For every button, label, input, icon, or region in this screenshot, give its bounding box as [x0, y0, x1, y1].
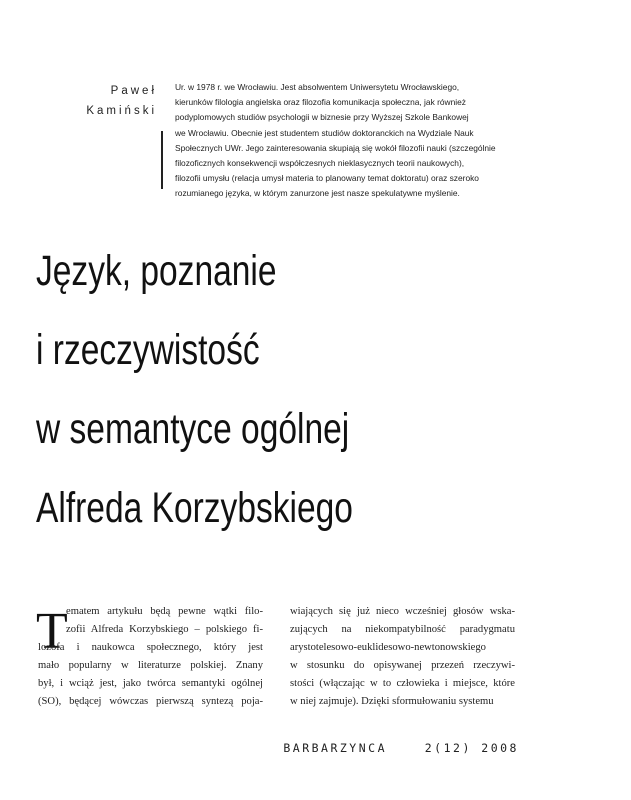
body-line: wiających się już nieco wcześniej głosów wska- — [290, 606, 515, 617]
author-name — [86, 81, 157, 121]
article-title — [36, 232, 473, 548]
issue-number: 2(12) 2008 — [424, 741, 519, 755]
body-line: stości (włączając w to człowieka i miejsce, które — [290, 678, 515, 690]
title-line: i rzeczywistość — [36, 326, 260, 374]
body-line: zofii Alfreda Korzybskiego – polskiego fi- — [66, 624, 263, 636]
title-line: Język, poznanie — [36, 247, 277, 295]
title-line: Alfreda Korzybskiego — [36, 484, 353, 532]
bio-line: we Wrocławiu. Obecnie jest studentem studiów doktoranckich na Wydziale Nauk — [175, 127, 474, 138]
bio-line: rozumianego języka, w którym zanurzone jest nasze spekulatywne myślenie. — [175, 188, 460, 199]
bio-line: filozofii umysłu (relacja umysł materia to planowany temat doktoratu) oraz szeroko — [175, 173, 479, 184]
bio-line: podyplomowych studiów psychologii w biznesie przy Wyższej Szkole Bankowej — [175, 112, 469, 123]
body-line: mało popularny w literaturze polskiej. Znany — [38, 660, 263, 672]
body-line: w niej zajmuje). Dzięki sformułowaniu systemu — [290, 696, 494, 708]
bio-line: filozoficznych konsekwencji współczesnych nieklasycznych teorii naukowych), — [175, 158, 465, 169]
body-column-left — [38, 603, 263, 712]
body-line: był, i wciąż jest, jako twórca semantyki ogólnej — [38, 678, 263, 690]
title-line: w semantyce ogólnej — [36, 405, 350, 453]
body-line: ematem artykułu będą pewne wątki filo- — [66, 606, 263, 617]
author-bio — [175, 80, 513, 202]
drop-cap: T — [36, 603, 68, 660]
body-line: arystotelesowo-euklidesowo-newtonowskiego — [290, 642, 486, 654]
body-line: w stosunku do opisywanej przezeń rzeczywi- — [290, 660, 515, 672]
body-line: zujących na niekompatybilność paradygmatu — [290, 624, 515, 636]
bio-rule — [161, 131, 163, 189]
body-line: lozofa i naukowca społecznego, który jest — [38, 642, 263, 654]
bio-line: Ur. w 1978 r. we Wrocławiu. Jest absolwentem Uniwersytetu Wrocławskiego, — [175, 82, 460, 92]
bio-line: kierunków filologia angielska oraz filozofia komunikacja społeczna, jak również — [175, 97, 466, 108]
author-last-name: Kamiński — [86, 105, 157, 117]
body-column-right — [290, 603, 515, 712]
journal-name: BARBARZYNCA — [283, 741, 388, 755]
bio-line: Społecznych UWr. Jego zainteresowania skupiają się wokół filozofii nauki (szczególnie — [175, 142, 496, 153]
page-footer — [283, 741, 519, 755]
body-line: (SO), będącej wówczas pierwszą syntezą poja- — [38, 696, 263, 708]
author-first-name: Paweł — [110, 85, 157, 97]
